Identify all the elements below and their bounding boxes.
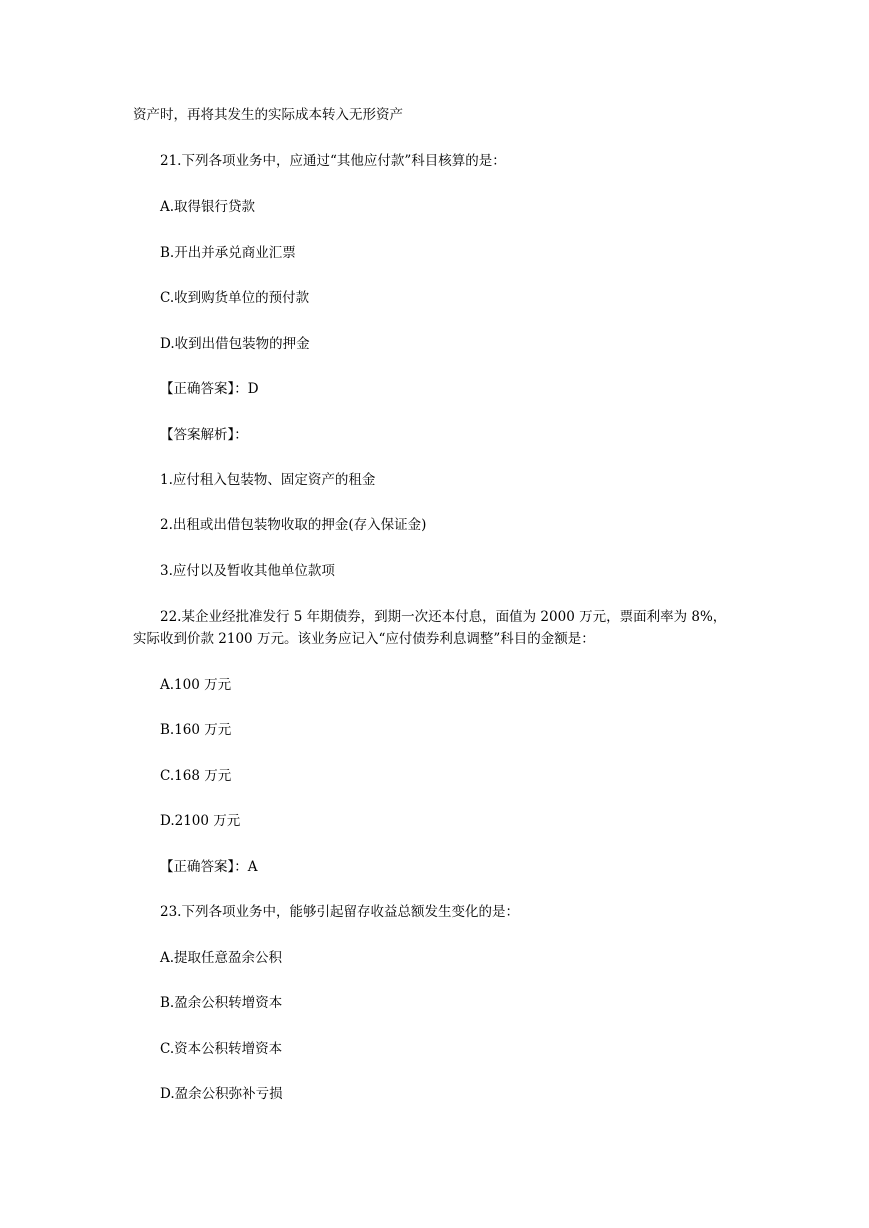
q23-option-b: B.盈余公积转增资本 bbox=[160, 995, 283, 1011]
q22-option-a: A.100 万元 bbox=[160, 677, 232, 693]
q21-option-b: B.开出并承兑商业汇票 bbox=[160, 245, 296, 261]
q22-option-d: D.2100 万元 bbox=[160, 813, 241, 829]
q21-option-c: C.收到购货单位的预付款 bbox=[160, 290, 310, 306]
q22-correct-answer: 【正确答案】：A bbox=[160, 859, 258, 875]
q21-correct-answer: 【正确答案】：D bbox=[160, 381, 259, 397]
q21-option-a: A.取得银行贷款 bbox=[160, 199, 256, 215]
q21-analysis-title: 【答案解析】： bbox=[160, 427, 248, 443]
q21-analysis-item-1: 1.应付租入包装物、固定资产的租金 bbox=[160, 472, 376, 488]
q21-analysis-item-3: 3.应付以及暂收其他单位款项 bbox=[160, 563, 335, 579]
q22-option-c: C.168 万元 bbox=[160, 768, 232, 784]
q23-option-d: D.盈余公积弥补亏损 bbox=[160, 1086, 283, 1102]
question-23: 23.下列各项业务中，能够引起留存收益总额发生变化的是： bbox=[160, 904, 519, 920]
continuation-text: 资产时，再将其发生的实际成本转入无形资产 bbox=[133, 107, 403, 123]
q22-option-b: B.160 万元 bbox=[160, 722, 232, 738]
q23-option-a: A.提取任意盈余公积 bbox=[160, 950, 283, 966]
q21-analysis-item-2: 2.出租或出借包装物收取的押金(存入保证金) bbox=[160, 517, 427, 533]
question-21: 21.下列各项业务中，应通过“其他应付款”科目核算的是： bbox=[160, 153, 506, 169]
question-22: 22.某企业经批准发行 5 年期债券，到期一次还本付息，面值为 2000 万元，票面利率为 8%，实际收到价款 2100 万元。该业务应记入“应付债券利息调整”科目的金额是： bbox=[133, 609, 727, 647]
q23-option-c: C.资本公积转增资本 bbox=[160, 1041, 283, 1057]
q21-option-d: D.收到出借包装物的押金 bbox=[160, 336, 310, 352]
